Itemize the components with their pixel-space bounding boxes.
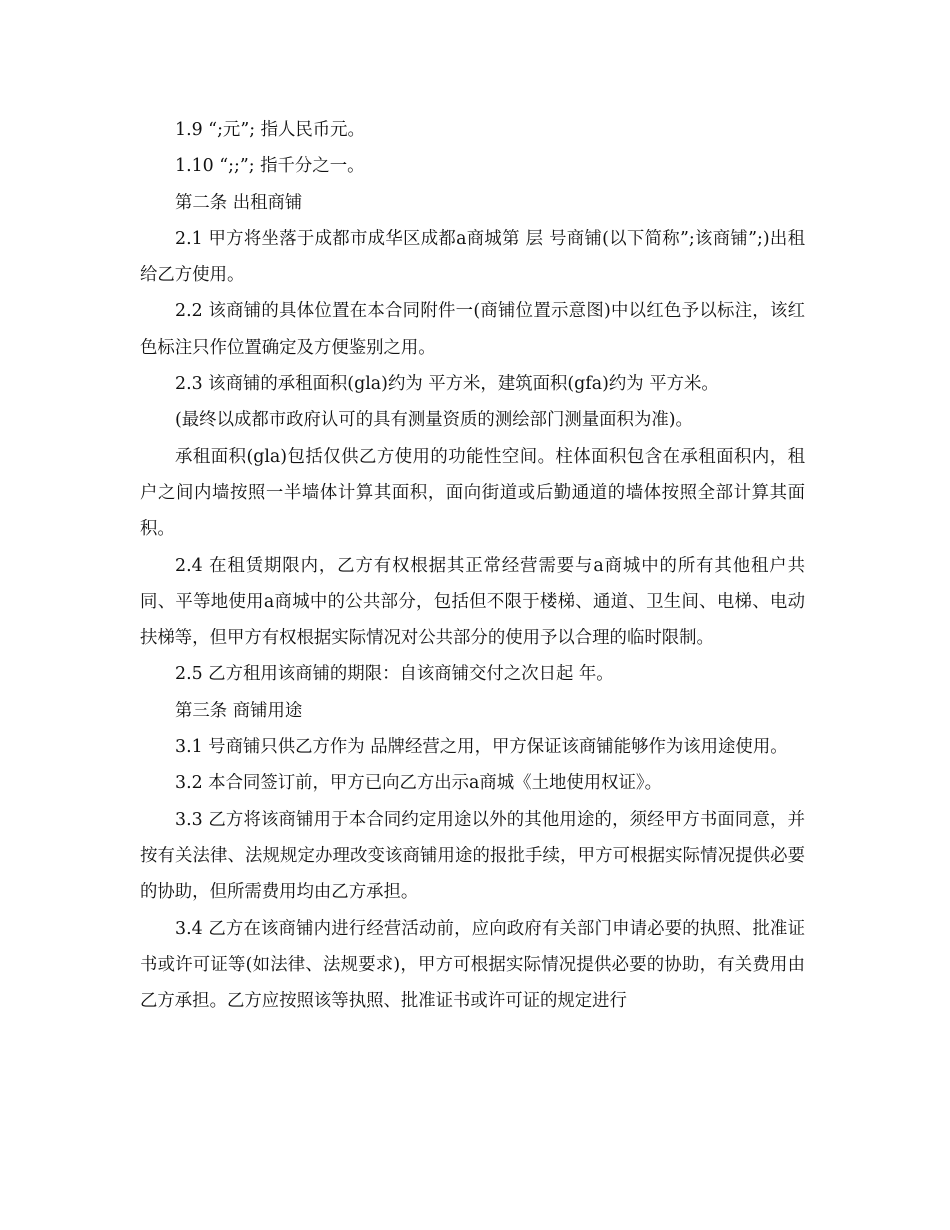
clause-2-1: 2.1 甲方将坐落于成都市成华区成都a商城第 层 号商铺(以下简称”;该商铺”;)出租给乙方使用。 xyxy=(140,228,805,286)
leased-area-definition: 承租面积(gla)包括仅供乙方使用的功能性空间。柱体面积包含在承租面积内，租户之间内墙按照一半墙体计算其面积，面向街道或后勤通道的墙体按照全部计算其面积。 xyxy=(140,446,805,540)
clause-3-3: 3.3 乙方将该商铺用于本合同约定用途以外的其他用途的，须经甲方书面同意，并按有关法律、法规规定办理改变该商铺用途的报批手续，甲方可根据实际情况提供必要的协助，但所需费用均由乙方承担。 xyxy=(140,809,805,903)
article-3-heading: 第三条 商铺用途 xyxy=(175,700,303,721)
article-2-heading: 第二条 出租商铺 xyxy=(175,192,303,213)
clause-3-2: 3.2 本合同签订前，甲方已向乙方出示a商城《土地使用权证》。 xyxy=(175,773,663,794)
clause-1-9: 1.9 “;元”; 指人民币元。 xyxy=(175,120,365,140)
clause-3-4: 3.4 乙方在该商铺内进行经营活动前，应向政府有关部门申请必要的执照、批准证书或许可证等(如法律、法规要求)，甲方可根据实际情况提供必要的协助，有关费用由乙方承担。乙方应按照该等执照、批准证书或许可证的规定进行 xyxy=(140,918,805,1012)
clause-1-10: 1.10 “;;”; 指千分之一。 xyxy=(175,156,365,177)
clause-3-1: 3.1 号商铺只供乙方作为 品牌经营之用，甲方保证该商铺能够作为该用途使用。 xyxy=(175,737,788,758)
clause-2-4: 2.4 在租赁期限内，乙方有权根据其正常经营需要与a商城中的所有其他租户共同、平等地使用a商城中的公共部分，包括但不限于楼梯、通道、卫生间、电梯、电动扶梯等，但甲方有权根据实际情况对公共部分的使用予以合理的临时限制。 xyxy=(140,555,805,649)
clause-2-3-note: (最终以成都市政府认可的具有测量资质的测绘部门测量面积为准)。 xyxy=(175,410,693,431)
clause-2-3: 2.3 该商铺的承租面积(gla)约为 平方米，建筑面积(gfa)约为 平方米。 xyxy=(175,374,719,395)
clause-2-2: 2.2 该商铺的具体位置在本合同附件一(商铺位置示意图)中以红色予以标注，该红色标注只作位置确定及方便鉴别之用。 xyxy=(140,301,805,358)
clause-2-5: 2.5 乙方租用该商铺的期限：自该商铺交付之次日起 年。 xyxy=(175,664,614,685)
document-body xyxy=(140,112,805,1019)
